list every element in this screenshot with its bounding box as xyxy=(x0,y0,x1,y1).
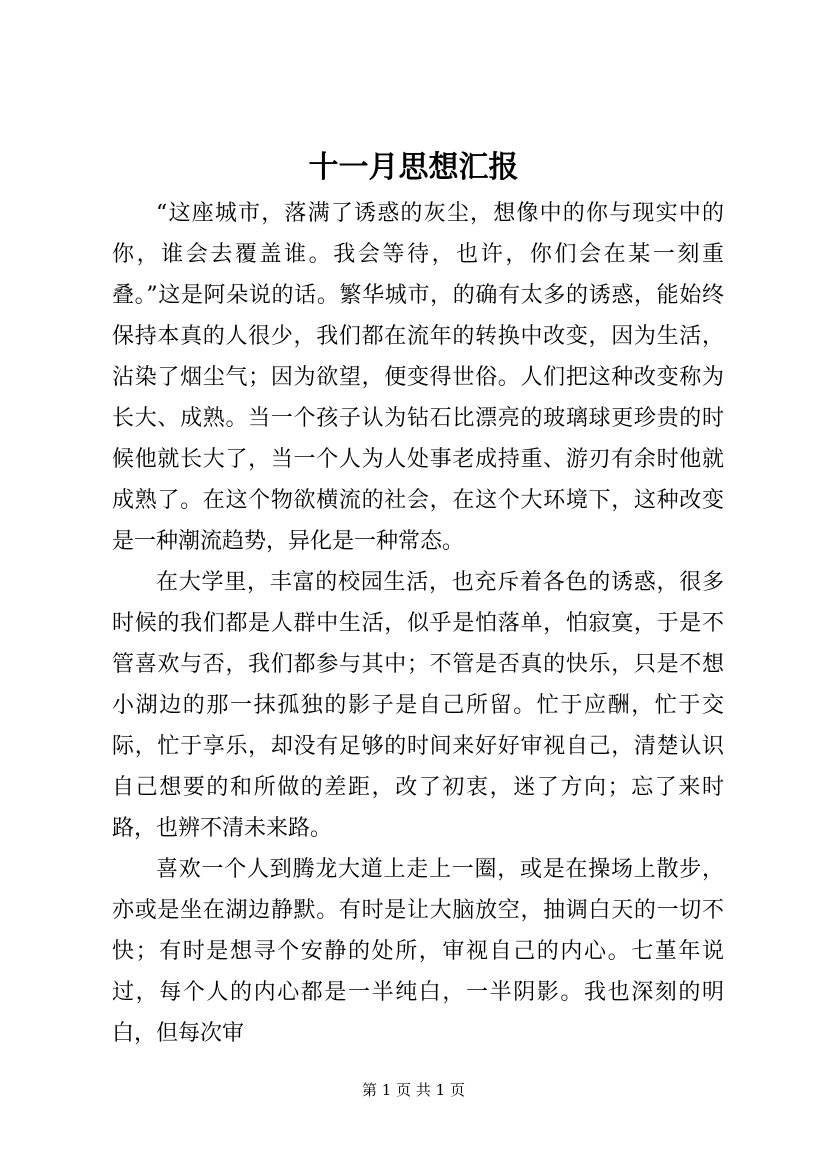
paragraph-1: “这座城市，落满了诱惑的灰尘，想像中的你与现实中的你，谁会去覆盖谁。我会等待，也许，你们会在某一刻重叠。”这是阿朵说的话。繁华城市，的确有太多的诱惑，能始终保持本真的人很少，我们都在流年的转换中改变，因为生活，沾染了烟尘气；因为欲望，便变得世俗。人们把这种改变称为长大、成熟。当一个孩子认为钻石比漂亮的玻璃球更珍贵的时候他就长大了，当一个人为人处事老成持重、游刃有余时他就成熟了。在这个物欲横流的社会，在这个大环境下，这种改变是一种潮流趋势，异化是一种常态。 xyxy=(112,201,724,554)
page-footer: 第 1 页 共 1 页 xyxy=(362,1081,465,1099)
document-title: 十一月思想汇报 xyxy=(308,150,519,185)
document-body xyxy=(112,193,724,1054)
paragraph-2: 在大学里，丰富的校园生活，也充斥着各色的诱惑，很多时候的我们都是人群中生活，似乎是怕落单，怕寂寞，于是不管喜欢与否，我们都参与其中；不管是否真的快乐，只是不想小湖边的那一抹孤独的影子是自己所留。忙于应酬，忙于交际，忙于享乐，却没有足够的时间来好好审视自己，清楚认识自己想要的和所做的差距，改了初衷，迷了方向；忘了来时路，也辨不清未来路。 xyxy=(112,570,724,841)
paragraph-3: 喜欢一个人到腾龙大道上走上一圈，或是在操场上散步，亦或是坐在湖边静默。有时是让大脑放空，抽调白天的一切不快；有时是想寻个安静的处所，审视自己的内心。七堇年说过，每个人的内心都是一半纯白，一半阴影。我也深刻的明白，但每次审 xyxy=(112,857,724,1046)
